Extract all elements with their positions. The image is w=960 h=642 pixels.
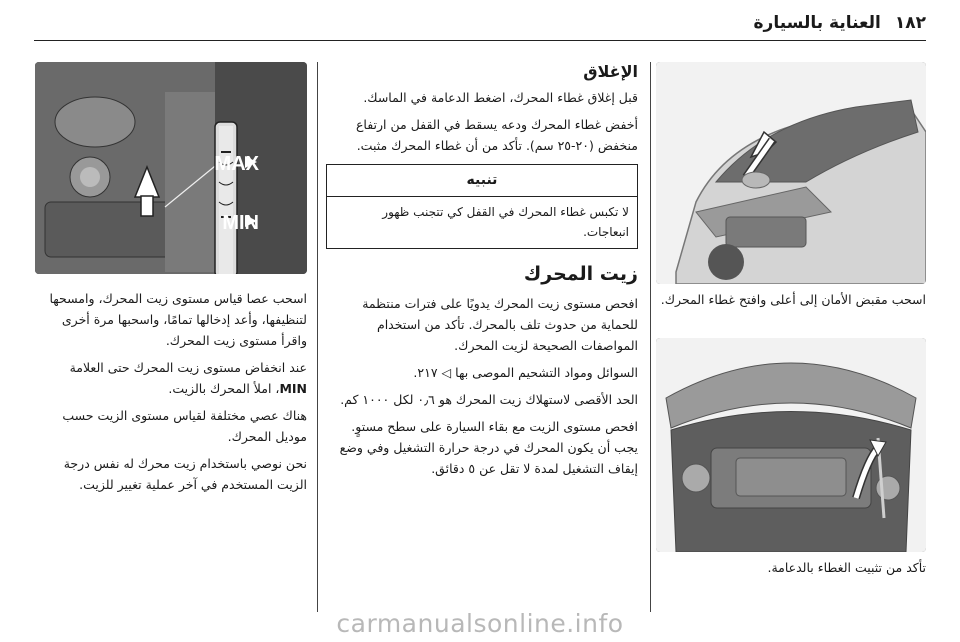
page-title: العناية بالسيارة [753, 13, 881, 33]
figure-hood-prop [656, 338, 926, 552]
min-mark: MIN [279, 381, 307, 396]
oil-paragraph-1: افحص مستوى زيت المحرك يدويًا على فترات منتظمة للحماية من حدوث تلف بالمحرك. تأكد من استخدام المواصفات الصحيحة لزيت المحرك. [362, 296, 638, 353]
dipstick-min-label: MIN [222, 212, 259, 234]
caution-box [326, 164, 638, 249]
oil-reference-text: السوائل ومواد التشحيم الموصى بها [455, 365, 638, 380]
engine-oil-heading: زيت المحرك [523, 263, 638, 285]
reference-arrow-icon: ◁ [441, 365, 452, 380]
dipstick-paragraph-3: هناك عصي مختلفة لقياس مستوى الزيت حسب موديل المحرك. [62, 408, 307, 444]
column-middle [326, 62, 638, 610]
oil-reference: السوائل ومواد التشحيم الموصى بها ◁ ٢١٧. [413, 365, 638, 380]
closing-paragraph-2: أخفض غطاء المحرك ودعه يسقط في القفل من ارتفاع منخفض (٢٠-٢٥ سم). تأكد من أن غطاء المحرك مثبت. [355, 117, 638, 153]
column-divider-right [650, 62, 651, 612]
dipstick-max-label: MAX [214, 153, 259, 175]
watermark: carmanualsonline.info [336, 609, 624, 638]
column-right [656, 62, 926, 610]
closing-paragraph-1: قبل إغلاق غطاء المحرك، اضغط الدعامة في الماسك. [363, 90, 638, 105]
column-left [35, 62, 307, 610]
figure-hood-open [656, 62, 926, 284]
dipstick-illustration [35, 62, 307, 274]
dipstick-paragraph-4: نحن نوصي باستخدام زيت محرك له نفس درجة الزيت المستخدم في آخر عملية تغيير للزيت. [63, 456, 307, 492]
engine-bay-illustration [656, 338, 926, 552]
column-divider-left [317, 62, 318, 612]
car-hood-illustration [656, 62, 926, 284]
page-number: ١٨٢ [894, 13, 926, 33]
figure-caption-1: اسحب مقبض الأمان إلى أعلى وافتح غطاء المحرك. [660, 292, 926, 307]
min-text-before: عند انخفاض مستوى زيت المحرك حتى العلامة [69, 360, 307, 375]
caution-text: لا تكبس غطاء المحرك في القفل كي تتجنب ظهور انبعاجات. [382, 205, 629, 239]
min-text-after: ، املأ المحرك بالزيت. [168, 381, 280, 396]
dipstick-paragraph-2 [35, 357, 307, 399]
figure-dipstick [35, 62, 307, 274]
figure-caption-2: تأكد من تثبيت الغطاء بالدعامة. [767, 560, 926, 575]
oil-paragraph-3: الحد الأقصى لاستهلاك زيت المحرك هو ٠٫٦ لكل ١٠٠٠ كم. [340, 392, 638, 407]
oil-reference-page: ٢١٧ [417, 365, 438, 380]
header-rule [34, 40, 926, 41]
dipstick-paragraph-1: اسحب عصا قياس مستوى زيت المحرك، وامسحها لتنظيفها، وأعد إدخالها تمامًا، واسحبها مرة أخرى واقرأ مستوى زيت المحرك. [49, 291, 307, 348]
closing-heading: الإغلاق [583, 62, 638, 81]
caution-title: تنبيه [327, 165, 637, 197]
page-header [34, 8, 926, 38]
oil-paragraph-4: افحص مستوى الزيت مع بقاء السيارة على سطح مستوٍ. يجب أن يكون المحرك في درجة حرارة التشغيل وفي وضع إيقاف التشغيل لمدة لا تقل عن ٥ دقائق. [339, 419, 638, 476]
